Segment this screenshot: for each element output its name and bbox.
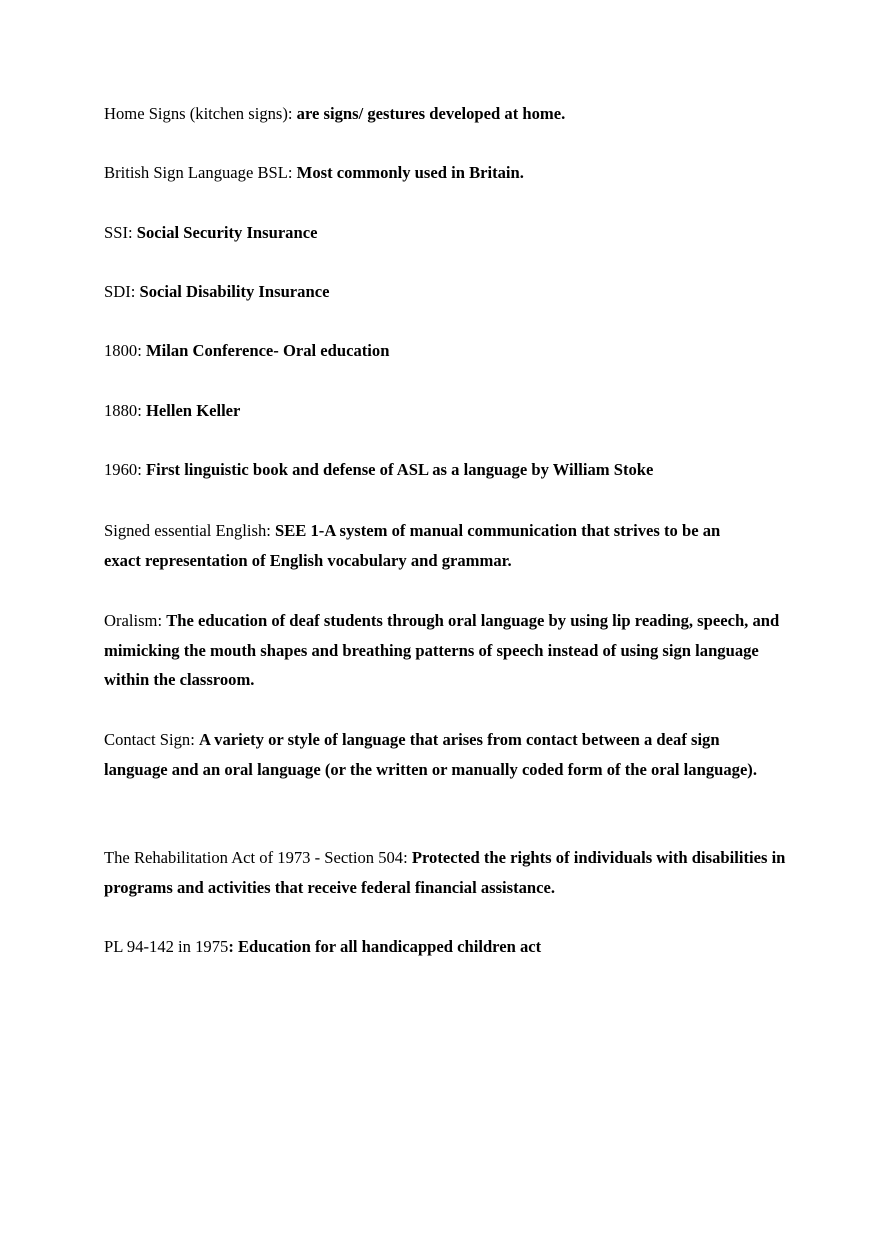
- entry-definition: Milan Conference- Oral education: [145, 341, 390, 360]
- entry-rehabilitation-act: [104, 843, 794, 902]
- entry-sdi: [104, 277, 794, 307]
- entry-definition: Social Security Insurance: [136, 223, 318, 242]
- entry-1960: [104, 455, 794, 485]
- entry-term: PL 94-142 in 1975: [104, 937, 229, 956]
- entry-term: British Sign Language BSL:: [104, 163, 297, 182]
- entry-term: Oralism:: [104, 611, 167, 630]
- entry-term: 1960:: [104, 460, 146, 479]
- entry-term: The Rehabilitation Act of 1973 - Section 504:: [104, 848, 412, 867]
- entry-definition: Most commonly used in Britain.: [296, 163, 524, 182]
- entry-definition: Hellen Keller: [145, 401, 241, 420]
- entry-term: SDI:: [104, 282, 140, 301]
- entry-term: Home Signs (kitchen signs):: [104, 104, 297, 123]
- entry-definition: A variety or style of language that arises from contact between a deaf sign language and an oral language (or the written or manually coded form of the oral language).: [104, 730, 757, 779]
- entry-definition: SEE 1-A system of manual communication that strives to be an exact representation of English vocabulary and grammar.: [104, 521, 721, 570]
- entry-ssi: [104, 218, 794, 248]
- entry-bsl: [104, 158, 794, 188]
- entry-definition: Social Disability Insurance: [139, 282, 330, 301]
- entry-contact-sign: [104, 725, 764, 784]
- entry-term: Contact Sign:: [104, 730, 199, 749]
- entry-definition: Protected the rights of individuals with disabilities in programs and activities that receive federal financial assistance.: [104, 848, 786, 897]
- entry-definition: First linguistic book and defense of ASL as a language by William Stoke: [145, 460, 654, 479]
- entry-definition: are signs/ gestures developed at home.: [296, 104, 566, 123]
- entry-1880: [104, 396, 794, 426]
- entry-definition: The education of deaf students through oral language by using lip reading, speech, and mimicking the mouth shapes and breathing patterns of speech instead of using sign language within the classroom.: [104, 611, 780, 689]
- entry-term: Signed essential English:: [104, 521, 275, 540]
- entry-signed-essential-english: [104, 516, 744, 575]
- entry-home-signs: [104, 99, 794, 129]
- entry-term: 1800:: [104, 341, 146, 360]
- entry-oralism: [104, 606, 794, 695]
- entry-term: SSI:: [104, 223, 137, 242]
- entry-term: 1880:: [104, 401, 146, 420]
- entry-1800: [104, 336, 794, 366]
- entry-pl-94-142: [104, 932, 794, 962]
- entry-definition: : Education for all handicapped children act: [228, 937, 542, 956]
